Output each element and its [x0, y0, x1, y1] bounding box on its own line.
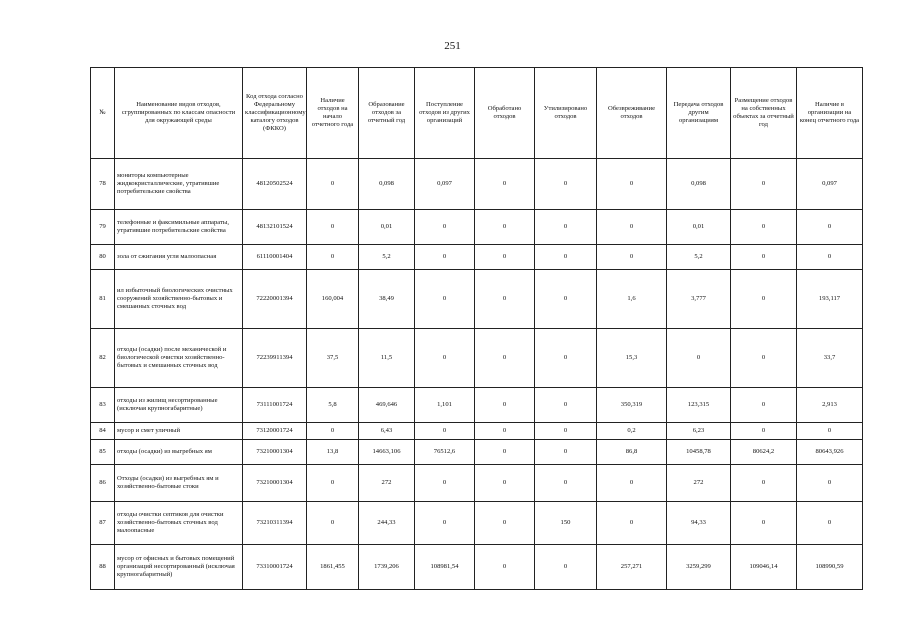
header-waste-name: Наименование видов отходов, сгруппированных по классам опасности для окружающей среды: [115, 68, 243, 159]
cell-transferred: 123,315: [667, 388, 731, 423]
cell-utilized: 0: [535, 545, 597, 590]
cell-placed: 80624,2: [731, 440, 797, 465]
cell-neutralized: 0: [597, 210, 667, 245]
cell-number: 85: [91, 440, 115, 465]
cell-fkko-code: 61110001404: [243, 245, 307, 270]
cell-end-balance: 33,7: [797, 329, 863, 388]
page-number: 251: [444, 40, 461, 52]
table-row: [91, 502, 863, 545]
cell-start-balance: 0: [307, 245, 359, 270]
cell-generated: 0,01: [359, 210, 415, 245]
header-row: [91, 68, 863, 159]
cell-received: 0,097: [415, 159, 475, 210]
cell-fkko-code: 73310001724: [243, 545, 307, 590]
cell-neutralized: 0: [597, 245, 667, 270]
cell-transferred: 10458,78: [667, 440, 731, 465]
cell-utilized: 0: [535, 423, 597, 440]
cell-processed: 0: [475, 210, 535, 245]
cell-start-balance: 37,5: [307, 329, 359, 388]
cell-fkko-code: 73210001304: [243, 465, 307, 502]
cell-start-balance: 160,004: [307, 270, 359, 329]
cell-number: 81: [91, 270, 115, 329]
cell-waste-name: зола от сжигания угля малоопасная: [115, 245, 243, 270]
cell-end-balance: 2,913: [797, 388, 863, 423]
cell-neutralized: 0: [597, 502, 667, 545]
cell-number: 79: [91, 210, 115, 245]
cell-number: 78: [91, 159, 115, 210]
cell-end-balance: 108990,59: [797, 545, 863, 590]
table-row: [91, 245, 863, 270]
cell-generated: 244,33: [359, 502, 415, 545]
cell-neutralized: 86,8: [597, 440, 667, 465]
cell-transferred: 0,01: [667, 210, 731, 245]
cell-neutralized: 257,271: [597, 545, 667, 590]
cell-start-balance: 0: [307, 159, 359, 210]
cell-processed: 0: [475, 159, 535, 210]
cell-utilized: 0: [535, 465, 597, 502]
header-fkko-code: Код отхода согласно Федеральному классификационному каталогу отходов (ФККО): [243, 68, 307, 159]
cell-transferred: 6,23: [667, 423, 731, 440]
cell-neutralized: 350,319: [597, 388, 667, 423]
cell-processed: 0: [475, 388, 535, 423]
cell-waste-name: Отходы (осадки) из выгребных ям и хозяйственно-бытовые стоки: [115, 465, 243, 502]
cell-processed: 0: [475, 423, 535, 440]
cell-generated: 272: [359, 465, 415, 502]
cell-start-balance: 0: [307, 423, 359, 440]
cell-received: 0: [415, 465, 475, 502]
cell-neutralized: 0,2: [597, 423, 667, 440]
cell-transferred: 3,777: [667, 270, 731, 329]
waste-table: [90, 67, 863, 590]
cell-generated: 0,098: [359, 159, 415, 210]
header-number: №: [91, 68, 115, 159]
cell-number: 83: [91, 388, 115, 423]
header-utilized: Утилизировано отходов: [535, 68, 597, 159]
cell-number: 87: [91, 502, 115, 545]
cell-waste-name: отходы очистки септиков для очистки хозяйственно-бытовых сточных вод малоопасные: [115, 502, 243, 545]
table-row: [91, 329, 863, 388]
cell-utilized: 0: [535, 329, 597, 388]
cell-received: 76512,6: [415, 440, 475, 465]
cell-utilized: 0: [535, 245, 597, 270]
cell-end-balance: 0: [797, 423, 863, 440]
header-neutralized: Обезвреживание отходов: [597, 68, 667, 159]
cell-processed: 0: [475, 329, 535, 388]
header-processed: Обработано отходов: [475, 68, 535, 159]
cell-placed: 0: [731, 388, 797, 423]
cell-placed: 0: [731, 245, 797, 270]
cell-start-balance: 5,8: [307, 388, 359, 423]
cell-placed: 0: [731, 210, 797, 245]
cell-generated: 6,43: [359, 423, 415, 440]
cell-utilized: 0: [535, 440, 597, 465]
cell-waste-name: мусор и смет уличный: [115, 423, 243, 440]
cell-utilized: 0: [535, 159, 597, 210]
cell-utilized: 0: [535, 388, 597, 423]
cell-utilized: 0: [535, 270, 597, 329]
cell-number: 82: [91, 329, 115, 388]
header-placed: Размещение отходов на собственных объектах за отчетный год: [731, 68, 797, 159]
cell-fkko-code: 72220001394: [243, 270, 307, 329]
cell-fkko-code: 48120502524: [243, 159, 307, 210]
cell-placed: 0: [731, 465, 797, 502]
header-generated: Образование отходов за отчетный год: [359, 68, 415, 159]
cell-start-balance: 1861,455: [307, 545, 359, 590]
cell-received: 0: [415, 245, 475, 270]
cell-generated: 469,646: [359, 388, 415, 423]
cell-waste-name: отходы (осадки) после механической и биологической очистки хозяйственно-бытовых и смешанных сточных вод: [115, 329, 243, 388]
header-end-balance: Наличие в организации на конец отчетного года: [797, 68, 863, 159]
cell-neutralized: 0: [597, 159, 667, 210]
cell-generated: 5,2: [359, 245, 415, 270]
cell-start-balance: 0: [307, 210, 359, 245]
cell-generated: 14663,106: [359, 440, 415, 465]
cell-end-balance: 193,117: [797, 270, 863, 329]
cell-processed: 0: [475, 465, 535, 502]
cell-fkko-code: 73111001724: [243, 388, 307, 423]
cell-neutralized: 0: [597, 465, 667, 502]
cell-fkko-code: 72239911394: [243, 329, 307, 388]
cell-end-balance: 0: [797, 502, 863, 545]
table-row: [91, 440, 863, 465]
cell-number: 88: [91, 545, 115, 590]
cell-received: 1,101: [415, 388, 475, 423]
cell-neutralized: 1,6: [597, 270, 667, 329]
cell-placed: 0: [731, 329, 797, 388]
cell-received: 0: [415, 329, 475, 388]
cell-start-balance: 13,8: [307, 440, 359, 465]
cell-fkko-code: 73120001724: [243, 423, 307, 440]
cell-utilized: 150: [535, 502, 597, 545]
cell-end-balance: 80643,926: [797, 440, 863, 465]
cell-transferred: 272: [667, 465, 731, 502]
cell-number: 84: [91, 423, 115, 440]
cell-processed: 0: [475, 502, 535, 545]
cell-placed: 0: [731, 423, 797, 440]
cell-received: 0: [415, 270, 475, 329]
cell-transferred: 0,098: [667, 159, 731, 210]
cell-generated: 1739,206: [359, 545, 415, 590]
table-row: [91, 423, 863, 440]
cell-received: 0: [415, 502, 475, 545]
cell-generated: 38,49: [359, 270, 415, 329]
cell-received: 0: [415, 210, 475, 245]
cell-fkko-code: 73210311394: [243, 502, 307, 545]
cell-end-balance: 0: [797, 245, 863, 270]
table-row: [91, 465, 863, 502]
cell-generated: 11,5: [359, 329, 415, 388]
cell-waste-name: телефонные и факсимильные аппараты, утратившие потребительские свойства: [115, 210, 243, 245]
table-row: [91, 545, 863, 590]
table-row: [91, 159, 863, 210]
cell-waste-name: ил избыточный биологических очистных сооружений хозяйственно-бытовых и смешанных сточных вод: [115, 270, 243, 329]
cell-processed: 0: [475, 245, 535, 270]
cell-transferred: 0: [667, 329, 731, 388]
cell-transferred: 94,33: [667, 502, 731, 545]
header-received: Поступление отходов из других организаций: [415, 68, 475, 159]
cell-fkko-code: 48132101524: [243, 210, 307, 245]
cell-placed: 0: [731, 270, 797, 329]
cell-start-balance: 0: [307, 502, 359, 545]
cell-fkko-code: 73210001304: [243, 440, 307, 465]
cell-number: 80: [91, 245, 115, 270]
cell-number: 86: [91, 465, 115, 502]
cell-waste-name: отходы из жилищ несортированные (исключая крупногабаритные): [115, 388, 243, 423]
table-row: [91, 270, 863, 329]
header-start-balance: Наличие отходов на начало отчетного года: [307, 68, 359, 159]
cell-placed: 109046,14: [731, 545, 797, 590]
cell-transferred: 5,2: [667, 245, 731, 270]
cell-neutralized: 15,3: [597, 329, 667, 388]
cell-placed: 0: [731, 502, 797, 545]
cell-processed: 0: [475, 440, 535, 465]
cell-processed: 0: [475, 545, 535, 590]
cell-end-balance: 0: [797, 210, 863, 245]
cell-end-balance: 0,097: [797, 159, 863, 210]
cell-transferred: 3259,299: [667, 545, 731, 590]
cell-end-balance: 0: [797, 465, 863, 502]
cell-utilized: 0: [535, 210, 597, 245]
table-row: [91, 388, 863, 423]
cell-placed: 0: [731, 159, 797, 210]
table-row: [91, 210, 863, 245]
cell-waste-name: отходы (осадки) из выгребных ям: [115, 440, 243, 465]
cell-processed: 0: [475, 270, 535, 329]
header-transferred: Передача отходов другим организациям: [667, 68, 731, 159]
cell-start-balance: 0: [307, 465, 359, 502]
cell-received: 0: [415, 423, 475, 440]
cell-waste-name: мониторы компьютерные жидкокристаллические, утратившие потребительские свойства: [115, 159, 243, 210]
cell-received: 108981,54: [415, 545, 475, 590]
cell-waste-name: мусор от офисных и бытовых помещений организаций несортированный (исключая крупногабаритный): [115, 545, 243, 590]
